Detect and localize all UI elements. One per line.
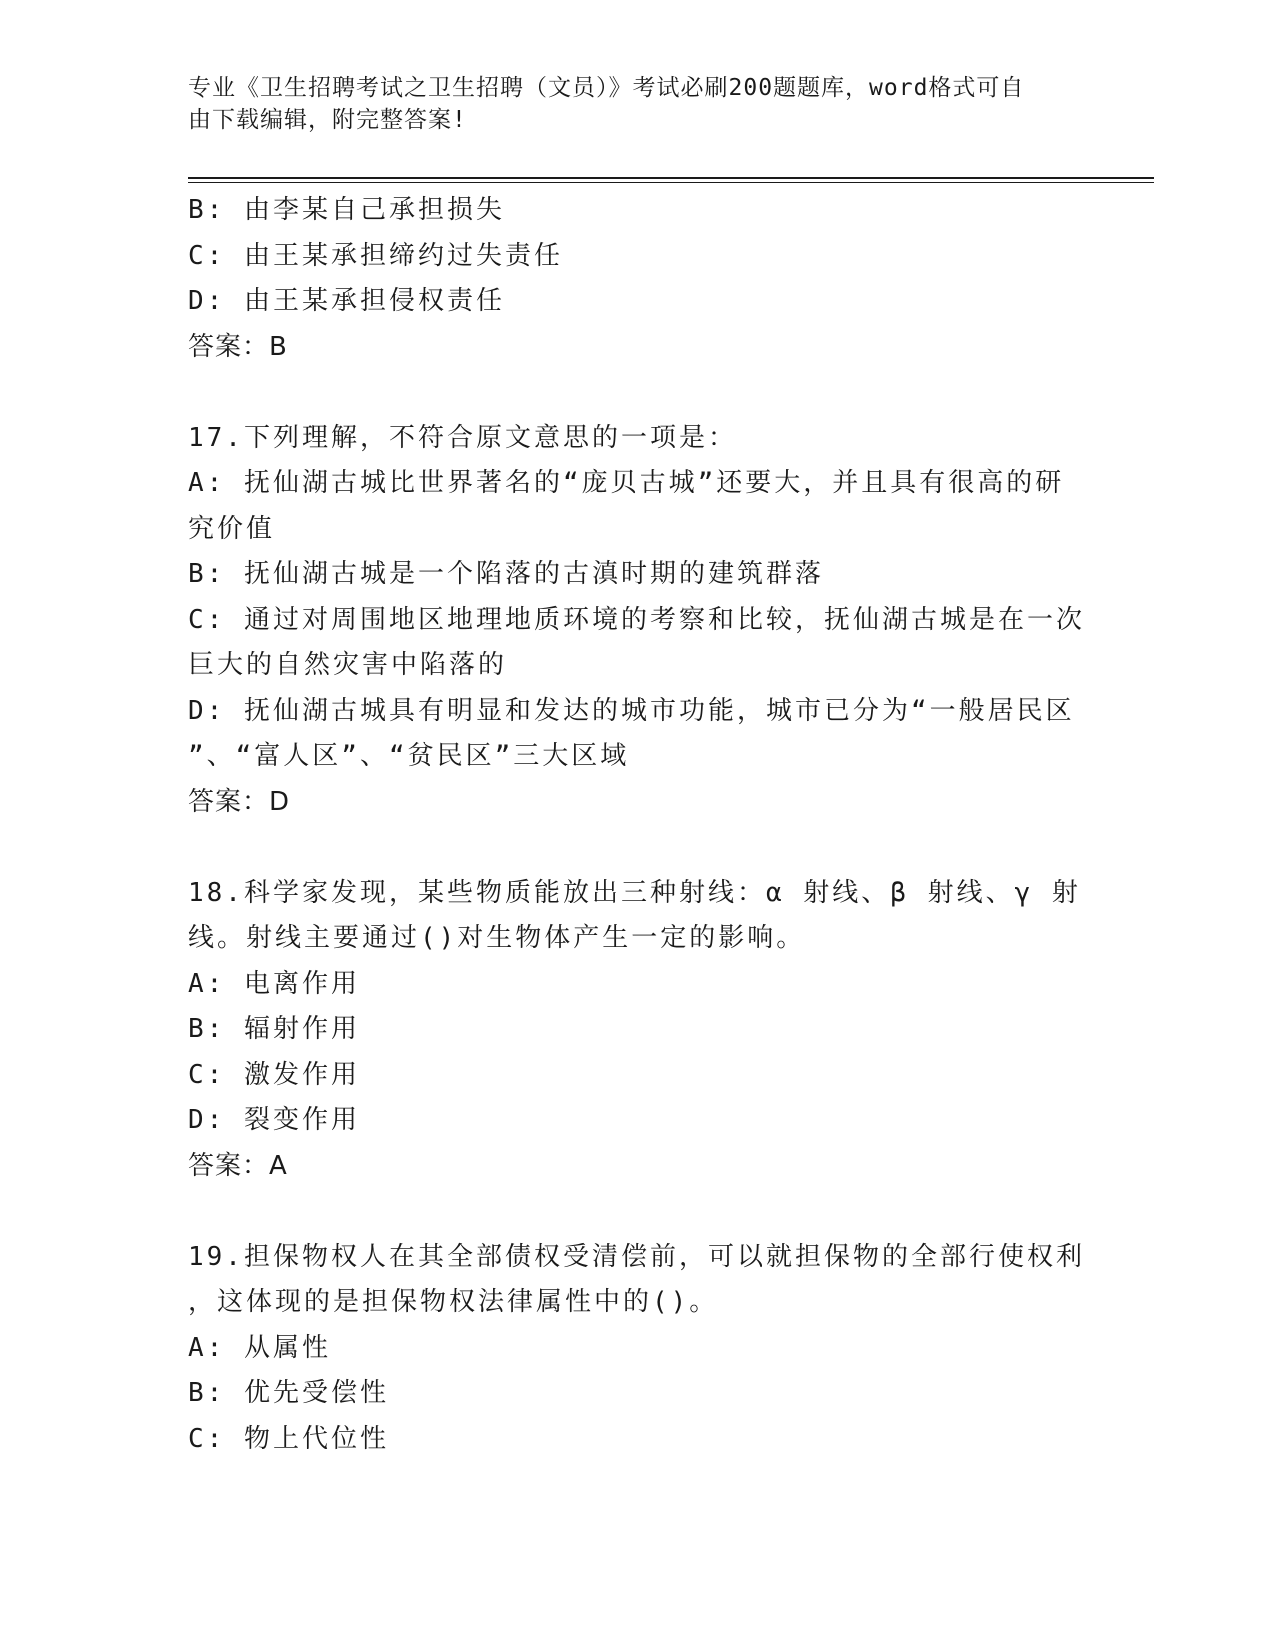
question-19 <box>188 1235 1085 1463</box>
question-17 <box>188 416 1085 826</box>
option-b: B: 抚仙湖古城是一个陷落的古滇时期的建筑群落 <box>188 559 824 589</box>
header-divider-thick <box>188 177 1154 179</box>
option-a: A: 从属性 <box>188 1332 331 1363</box>
option-c: C: 物上代位性 <box>188 1423 389 1454</box>
option-b: B: 优先受偿性 <box>188 1378 389 1408</box>
header-divider-thin <box>188 182 1154 183</box>
question-spacer <box>188 370 1078 416</box>
option-a-continued: 究价值 <box>188 513 276 544</box>
question-stem-continued: ，这体现的是担保物权法律属性中的()。 <box>188 1287 719 1317</box>
option-d-continued: ”、“富人区”、“贫民区”三大区域 <box>188 741 630 771</box>
answer-label: 答案：B <box>188 331 288 362</box>
option-c: C: 激发作用 <box>188 1059 360 1090</box>
question-content <box>188 188 1085 1462</box>
option-a: A: 电离作用 <box>188 968 360 999</box>
option-d: D: 由王某承担侵权责任 <box>188 286 505 316</box>
option-b: B: 辐射作用 <box>188 1014 360 1044</box>
question-spacer <box>188 825 1078 871</box>
question-16 <box>188 188 1078 370</box>
option-b: B: 由李某自己承担损失 <box>188 195 505 225</box>
question-stem-continued: 线。射线主要通过()对生物体产生一定的影响。 <box>188 923 806 953</box>
header-title-line-2: 由下载编辑，附完整答案! <box>188 107 467 133</box>
option-c: C: 由王某承担缔约过失责任 <box>188 240 563 271</box>
option-c-continued: 巨大的自然灾害中陷落的 <box>188 650 508 680</box>
question-spacer <box>188 1189 1078 1235</box>
header-title-line-1: 专业《卫生招聘考试之卫生招聘（文员）》考试必刷200题题库，word格式可自 <box>188 75 1025 101</box>
page-header <box>188 72 1068 136</box>
question-stem: 18.科学家发现，某些物质能放出三种射线：α 射线、β 射线、γ 射 <box>188 877 1081 908</box>
answer-label: 答案：D <box>188 786 291 817</box>
question-18 <box>188 871 1081 1190</box>
option-d: D: 裂变作用 <box>188 1105 360 1135</box>
question-stem: 19.担保物权人在其全部债权受清偿前，可以就担保物的全部行使权利 <box>188 1241 1085 1272</box>
option-d: D: 抚仙湖古城具有明显和发达的城市功能，城市已分为“一般居民区 <box>188 695 1075 726</box>
option-a: A: 抚仙湖古城比世界著名的“庞贝古城”还要大，并且具有很高的研 <box>188 468 1065 498</box>
answer-label: 答案：A <box>188 1150 288 1181</box>
question-stem: 17.下列理解，不符合原文意思的一项是： <box>188 422 737 453</box>
option-c: C: 通过对周围地区地理地质环境的考察和比较，抚仙湖古城是在一次 <box>188 604 1085 635</box>
